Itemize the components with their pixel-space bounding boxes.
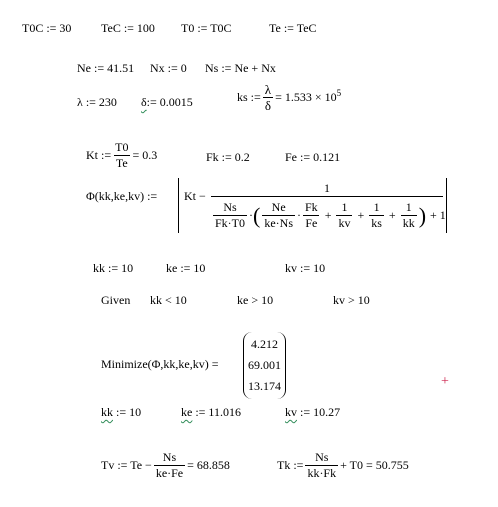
- abs-bar-right: [446, 178, 447, 233]
- kt-definition[interactable]: [86, 140, 157, 171]
- phi-denominator: [211, 200, 446, 231]
- plus-1: +: [324, 208, 332, 222]
- tk-numerator: Ns: [315, 450, 329, 464]
- kv-den: kv: [338, 216, 351, 230]
- fe-term: Fe: [305, 216, 318, 230]
- kk-init[interactable]: kk := 10: [93, 261, 134, 275]
- tk-result: + T0 = 50.755: [340, 458, 409, 472]
- ke-result[interactable]: [181, 405, 241, 420]
- kk-den: kk: [402, 216, 415, 230]
- phi-main-fraction-bar: [211, 196, 443, 197]
- constraint-kv[interactable]: kv > 10: [333, 293, 370, 307]
- minimize-call[interactable]: Minimize(Φ,kk,ke,kv) =: [101, 357, 219, 371]
- tk-definition[interactable]: [277, 450, 409, 481]
- phi-kt: Kt −: [184, 189, 206, 203]
- delta-symbol: δ: [141, 95, 147, 109]
- one-kv-num: 1: [341, 200, 348, 214]
- ks-definition[interactable]: [237, 82, 341, 113]
- ks-lhs: ks :=: [237, 90, 261, 104]
- kt-numerator: T0: [115, 140, 129, 154]
- minimize-value-kv: 13.174: [248, 379, 281, 393]
- fk-definition[interactable]: Fk := 0.2: [206, 150, 250, 164]
- kt-denominator: Te: [115, 156, 128, 170]
- one-kk-num: 1: [405, 200, 412, 214]
- delta-value: := 0.0015: [146, 95, 193, 109]
- plus-3: +: [388, 208, 396, 222]
- nx-definition[interactable]: Nx := 0: [150, 61, 187, 75]
- t0c-definition[interactable]: T0C := 30: [22, 21, 72, 35]
- one-ks-num: 1: [373, 200, 380, 214]
- mult-dot-2: ·: [297, 208, 301, 222]
- ke-ns-term: ke·Ns: [264, 216, 293, 230]
- plus-2: +: [357, 208, 365, 222]
- phi-one: 1: [324, 181, 330, 195]
- ks-exponent: 5: [336, 87, 342, 98]
- lambda-definition[interactable]: λ := 230: [77, 95, 117, 109]
- fk-term: Fk: [305, 200, 318, 214]
- minimize-value-kk: 4.212: [251, 337, 278, 351]
- kt-result: = 0.3: [132, 148, 158, 162]
- minimize-value-ke: 69.001: [248, 358, 281, 372]
- fe-definition[interactable]: Fe := 0.121: [285, 150, 341, 164]
- kk-result-value: := 10: [116, 405, 142, 419]
- ne-definition[interactable]: Ne := 41.51: [77, 61, 135, 75]
- ke-result-value: := 11.016: [195, 405, 241, 419]
- ns-definition[interactable]: Ns := Ne + Nx: [205, 61, 276, 75]
- ks-den: ks: [371, 216, 382, 230]
- kt-lhs: Kt :=: [86, 148, 112, 162]
- tv-numerator: Ns: [162, 450, 177, 464]
- t0-definition[interactable]: T0 := T0C: [181, 21, 232, 35]
- kk-result[interactable]: [101, 405, 141, 420]
- crosshair-cursor-icon: +: [441, 374, 449, 389]
- constraint-ke[interactable]: ke > 10: [237, 293, 274, 307]
- paren-open: (: [253, 202, 261, 228]
- ke-result-symbol: ke: [181, 405, 193, 419]
- kv-result-value: := 10.27: [300, 405, 341, 419]
- fk-t0-term: Fk·T0: [215, 216, 245, 230]
- tv-definition[interactable]: [101, 450, 230, 481]
- tv-result: = 68.858: [187, 458, 230, 472]
- given-keyword[interactable]: Given: [101, 293, 131, 307]
- tv-lhs: Tv := Te −: [101, 458, 152, 472]
- kv-result-symbol: kv: [285, 405, 297, 419]
- ke-init[interactable]: ke := 10: [166, 261, 206, 275]
- mult-dot: ·: [249, 208, 253, 222]
- tec-definition[interactable]: TeC := 100: [101, 21, 155, 35]
- plus-one-tail: + 1: [430, 208, 446, 222]
- delta-definition[interactable]: [141, 95, 193, 110]
- ks-result: = 1.533 × 10: [275, 90, 337, 104]
- ne-term: Ne: [271, 200, 286, 214]
- tv-denominator: ke·Fe: [155, 466, 184, 480]
- te-definition[interactable]: Te := TeC: [269, 21, 317, 35]
- constraint-kk[interactable]: kk < 10: [150, 293, 187, 307]
- kv-result[interactable]: [285, 405, 340, 420]
- phi-lhs: Φ(kk,ke,kv) :=: [86, 189, 158, 203]
- paren-close: ): [418, 202, 427, 228]
- kk-result-symbol: kk: [101, 405, 113, 419]
- tk-denominator: kk·Fk: [307, 466, 337, 480]
- ks-denominator: δ: [264, 98, 271, 113]
- ks-numerator: λ: [264, 82, 272, 97]
- minimize-result-vector: [243, 332, 286, 399]
- ns-term: Ns: [223, 200, 237, 214]
- abs-bar-left: [178, 178, 179, 233]
- kv-init[interactable]: kv := 10: [285, 261, 326, 275]
- tk-lhs: Tk :=: [277, 458, 304, 472]
